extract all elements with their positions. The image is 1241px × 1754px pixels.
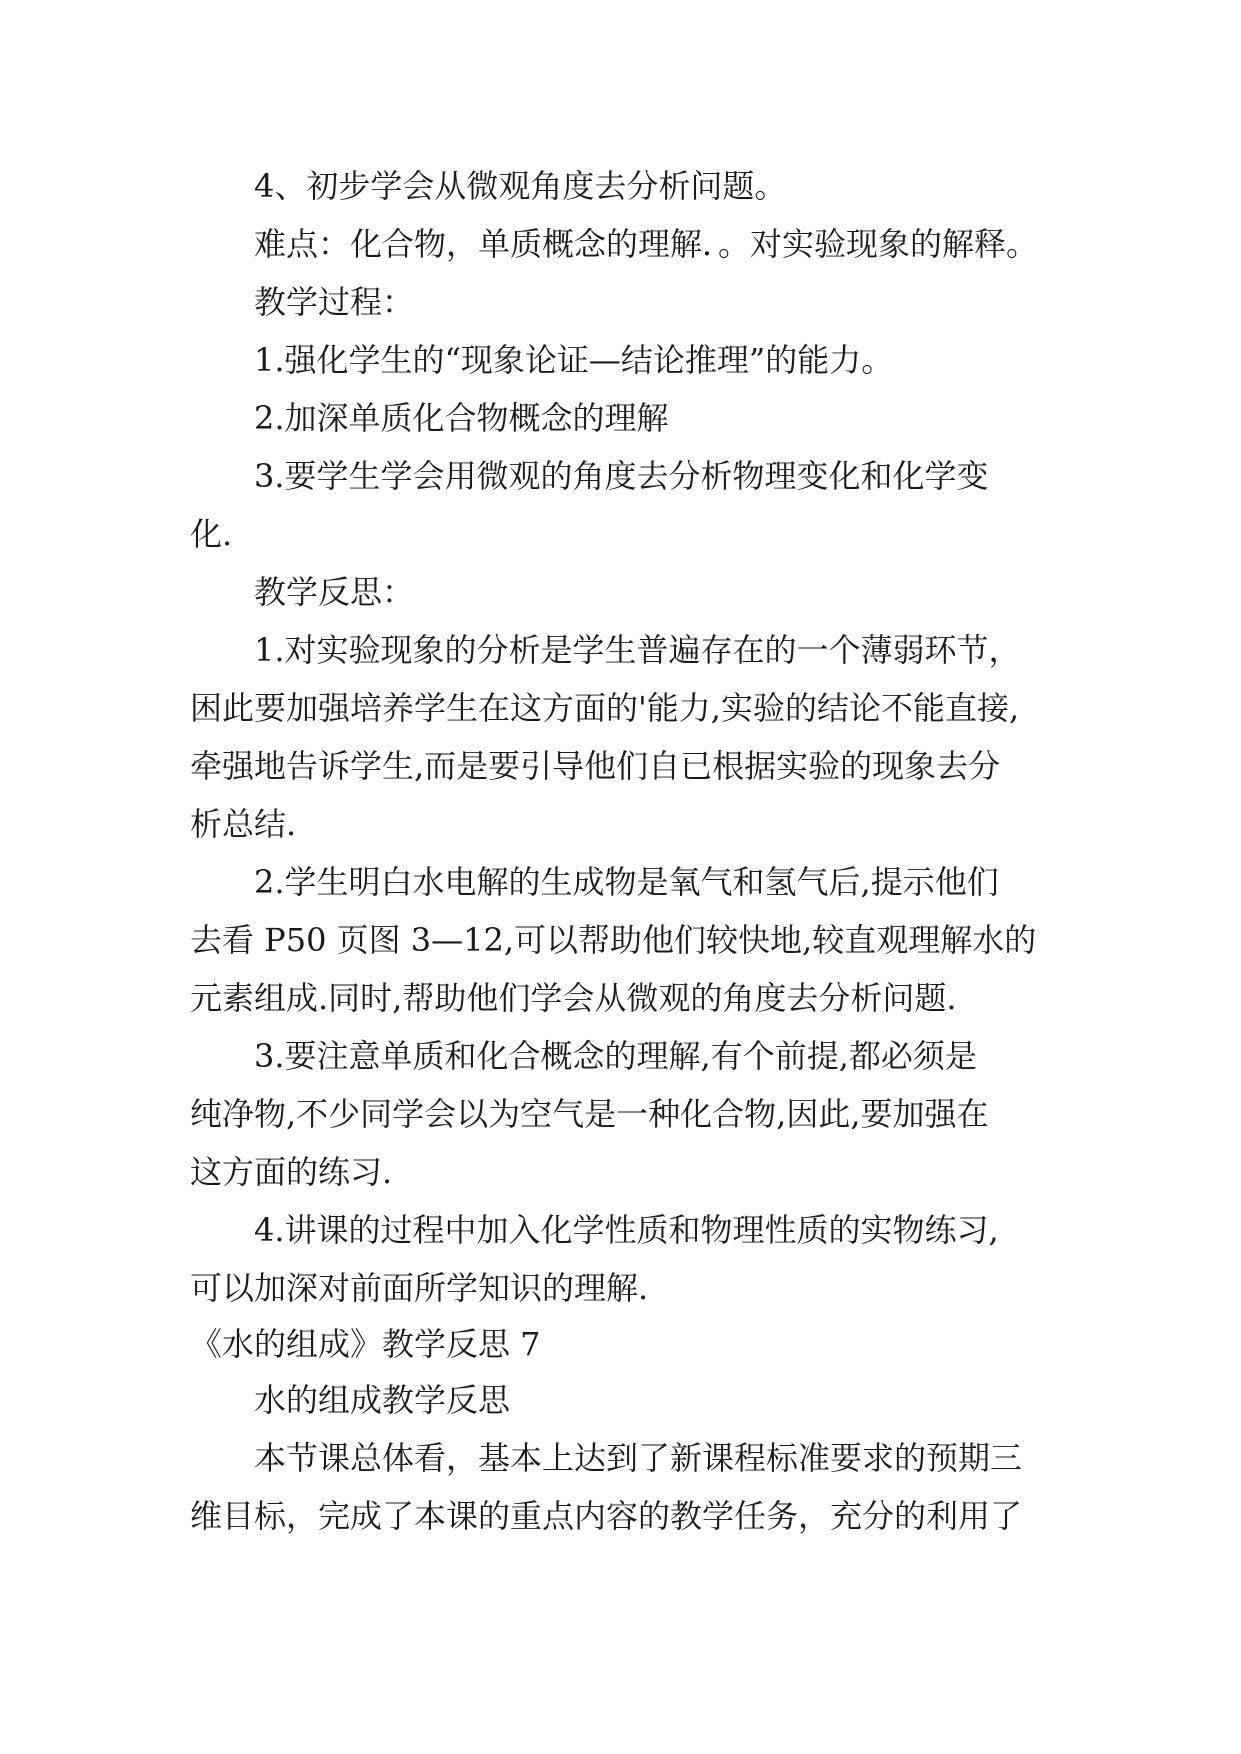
text-line: 去看 P50 页图 3—12,可以帮助他们较快地,较直观理解水的 — [190, 921, 1037, 959]
text-line: 1.对实验现象的分析是学生普遍存在的一个薄弱环节， — [254, 631, 1021, 669]
text-line: 化. — [190, 515, 233, 553]
section-heading: 《水的组成》教学反思 7 — [190, 1325, 541, 1363]
text-line: 1.强化学生的“现象论证—结论推理”的能力。 — [254, 341, 894, 379]
text-line: 3.要学生学会用微观的角度去分析物理变化和化学变 — [254, 457, 989, 495]
text-line: 困此要加强培养学生在这方面的'能力,实验的结论不能直接, — [190, 689, 1020, 727]
text-line: 教学过程： — [254, 283, 415, 321]
text-line: 2.加深单质化合物概念的理解 — [254, 399, 669, 437]
text-line: 3.要注意单质和化合概念的理解,有个前提,都必须是 — [254, 1037, 977, 1075]
text-line: 4、初步学会从微观角度去分析问题。 — [254, 167, 787, 205]
text-line: 这方面的练习. — [190, 1153, 393, 1191]
text-line: 元素组成.同时,帮助他们学会从微观的角度去分析问题. — [190, 979, 957, 1017]
text-line: 水的组成教学反思 — [254, 1381, 511, 1419]
text-line: 牵强地告诉学生,而是要引导他们自已根据实验的现象去分 — [190, 747, 1001, 785]
text-line: 纯净物,不少同学会以为空气是一种化合物,因此,要加强在 — [190, 1095, 989, 1133]
text-line: 可以加深对前面所学知识的理解. — [190, 1269, 649, 1307]
text-line: 4.讲课的过程中加入化学性质和物理性质的实物练习, — [254, 1211, 999, 1249]
text-line: 析总结. — [190, 805, 297, 843]
text-line: 2.学生明白水电解的生成物是氧气和氢气后,提示他们 — [254, 863, 999, 901]
text-line: 教学反思： — [254, 573, 415, 611]
text-line: 本节课总体看，基本上达到了新课程标准要求的预期三 — [254, 1439, 1023, 1477]
text-line: 维目标，完成了本课的重点内容的教学任务，充分的利用了 — [190, 1497, 1023, 1535]
text-line: 难点：化合物，单质概念的理解．。对实验现象的解释。 — [254, 225, 1039, 263]
